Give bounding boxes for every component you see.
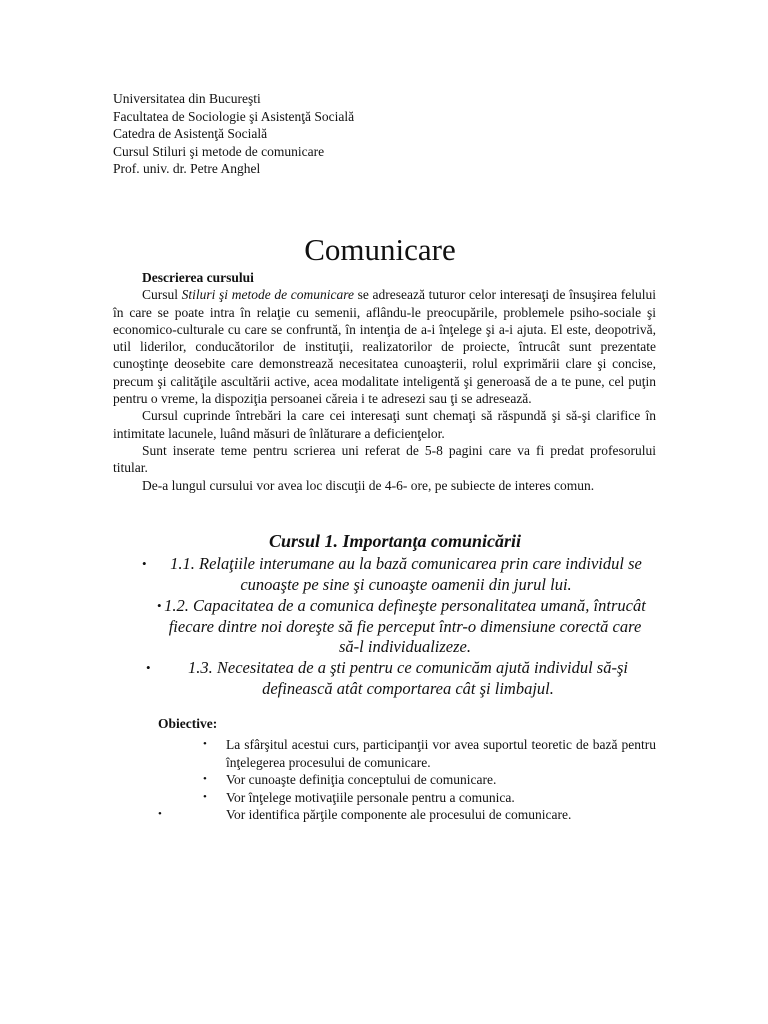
bullet-icon: • [146, 660, 151, 675]
bullet-icon: • [203, 790, 207, 803]
bullet-icon: • [203, 738, 207, 750]
description-paragraph-3: Sunt inserate teme pentru scrierea uni referat de 5-8 pagini care va fi predat profesorului titular. [113, 442, 656, 476]
bullet-icon: • [203, 773, 207, 785]
objectives-list [158, 736, 656, 824]
course1-item-text: 1.2. Capacitatea de a comunica defineşte personalitatea umană, întrucât fiecare dintre noi doreşte să fie perceput într-o dimensiune corectă care să-l individualizeze. [164, 596, 646, 656]
p1-rest: se adresează tuturor celor interesaţi de însuşirea felului în care se poate intra în relaţie cu semenii, aflându-le preocupările, problemele psiho-sociale şi economico-culturale cu care se confruntă, în intenţia de a-i înţelege şi a-i ajuta. El este, deopotrivă, util liderilor, conducătorilor de instituţii, realizatorilor de proiecte, întrucât sunt prezentate cunoştinţe deosebite care demonstrează necesitatea cunoaşterii, rolul exprimării clare şi concise, precum şi calităţile ascultării active, acea modalitate inteligentă şi generoasă de a te pune, cel puţin pentru o vreme, la dispoziţia persoanei căreia i te adresezi sau ţi se adresează. [113, 287, 656, 407]
objectives-heading: Obiective: [158, 716, 218, 731]
objective-item [203, 771, 656, 789]
course1-item [157, 596, 648, 658]
header-faculty: Facultatea de Sociologie şi Asistenţă Socială [113, 108, 355, 124]
bullet-icon: • [157, 598, 162, 613]
bullet-icon: • [158, 808, 162, 820]
p1-course-name: Stiluri şi metode de comunicare [181, 287, 354, 303]
objective-item [158, 806, 656, 824]
header-department: Catedra de Asistenţă Socială [113, 126, 268, 141]
description-paragraph-1 [113, 286, 656, 407]
page-title: Comunicare [304, 232, 456, 267]
course1-title: Cursul 1. Importanţa comunicării [268, 531, 522, 551]
course-description [113, 269, 656, 494]
course1-item [146, 658, 652, 699]
objective-text: Vor înţelege motivaţiile personale pentru a comunica. [226, 789, 515, 805]
institution-header [113, 90, 354, 178]
objective-item [203, 789, 656, 807]
description-heading: Descrierea cursului [142, 270, 254, 285]
course1-item-text: 1.3. Necesitatea de a şti pentru ce comunicăm ajută individul să-şi definească atât comportarea cât şi limbajul. [188, 658, 628, 698]
objective-text: Vor identifica părţile componente ale procesului de comunicare. [226, 807, 572, 822]
objective-text: Vor cunoaşte definiţia conceptului de comunicare. [226, 772, 497, 787]
course1-item-text: 1.1. Relaţiile interumane au la bază comunicarea prin care individul se cunoaşte pe sine şi cunoaşte oamenii din jurul lui. [170, 554, 642, 594]
description-paragraph-2: Cursul cuprinde întrebări la care cei interesaţi sunt chemaţi să răspundă şi să-şi clarifice în intimitate lacunele, luând măsuri de înlăturare a deficienţelor. [113, 408, 656, 441]
course1-item [142, 554, 654, 595]
header-professor: Prof. univ. dr. Petre Anghel [113, 161, 261, 176]
p1-start: Cursul [142, 287, 182, 303]
description-paragraph-4: De-a lungul cursului vor avea loc discuţii de 4-6- ore, pe subiecte de interes comun. [142, 477, 595, 493]
objective-item [203, 736, 656, 771]
header-course: Cursul Stiluri şi metode de comunicare [113, 143, 325, 159]
objective-text: La sfârşitul acestui curs, participanţii vor avea suportul teoretic de bază pentru înţelegerea procesului de comunicare. [226, 737, 656, 770]
bullet-icon: • [142, 556, 147, 571]
header-university: Universitatea din Bucureşti [113, 91, 261, 106]
